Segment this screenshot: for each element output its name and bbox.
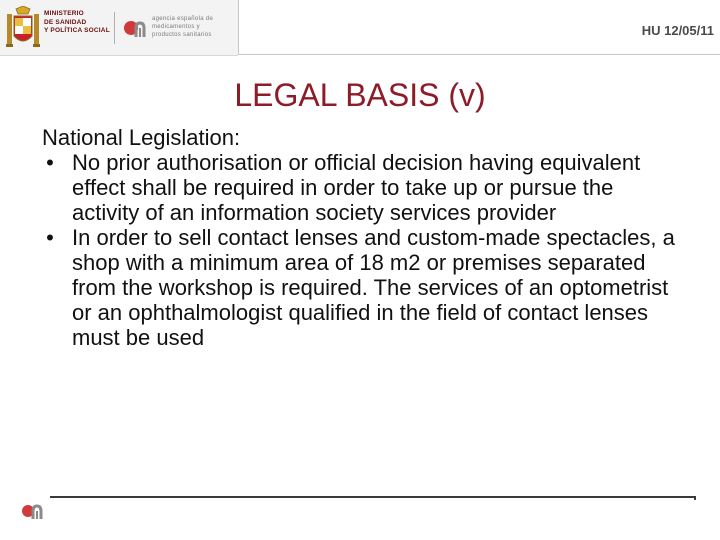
ministry-name	[44, 10, 112, 36]
header-logo-area	[0, 0, 238, 56]
ministry-line: DE SANIDAD	[44, 18, 87, 26]
footer-rule	[50, 496, 696, 498]
intro-text: National Legislation:	[42, 125, 241, 150]
bullet-icon: •	[46, 150, 54, 175]
agency-name	[152, 15, 234, 39]
bullet-item	[42, 225, 682, 350]
bullet-text: In order to sell contact lenses and custom‑made spectacles, a shop with a minimum area of 18 m2 or premises separated from the workshop is required. The services of an optometrist or an ophthalmologist qualified in the field of contact lenses must be used	[72, 225, 675, 350]
header-rule	[238, 54, 720, 55]
bullet-text: No prior authorisation or official decision having equivalent effect shall be required in order to take up or pursue the activity of an information society services provider	[72, 150, 641, 225]
slide-content	[42, 125, 682, 350]
ministry-line: Y POLÍTICA SOCIAL	[44, 27, 110, 34]
ministry-line: MINISTERIO	[44, 10, 84, 17]
agency-logo-icon	[122, 17, 148, 39]
bullet-icon: •	[46, 225, 54, 250]
slide-title: LEGAL BASIS (v)	[234, 77, 486, 113]
header-date: HU 12/05/11	[641, 23, 714, 38]
bullet-list	[42, 150, 682, 350]
header-divider	[114, 12, 115, 44]
coat-of-arms-icon	[6, 6, 40, 50]
agency-line: agencia española de	[152, 16, 214, 22]
footer-logo-icon	[20, 500, 46, 520]
agency-line: productos sanitarios	[152, 32, 212, 38]
header-vertical-rule	[238, 0, 239, 55]
footer-rule-tick	[694, 496, 696, 500]
agency-line: medicamentos y	[152, 24, 200, 30]
bullet-item	[42, 150, 682, 225]
